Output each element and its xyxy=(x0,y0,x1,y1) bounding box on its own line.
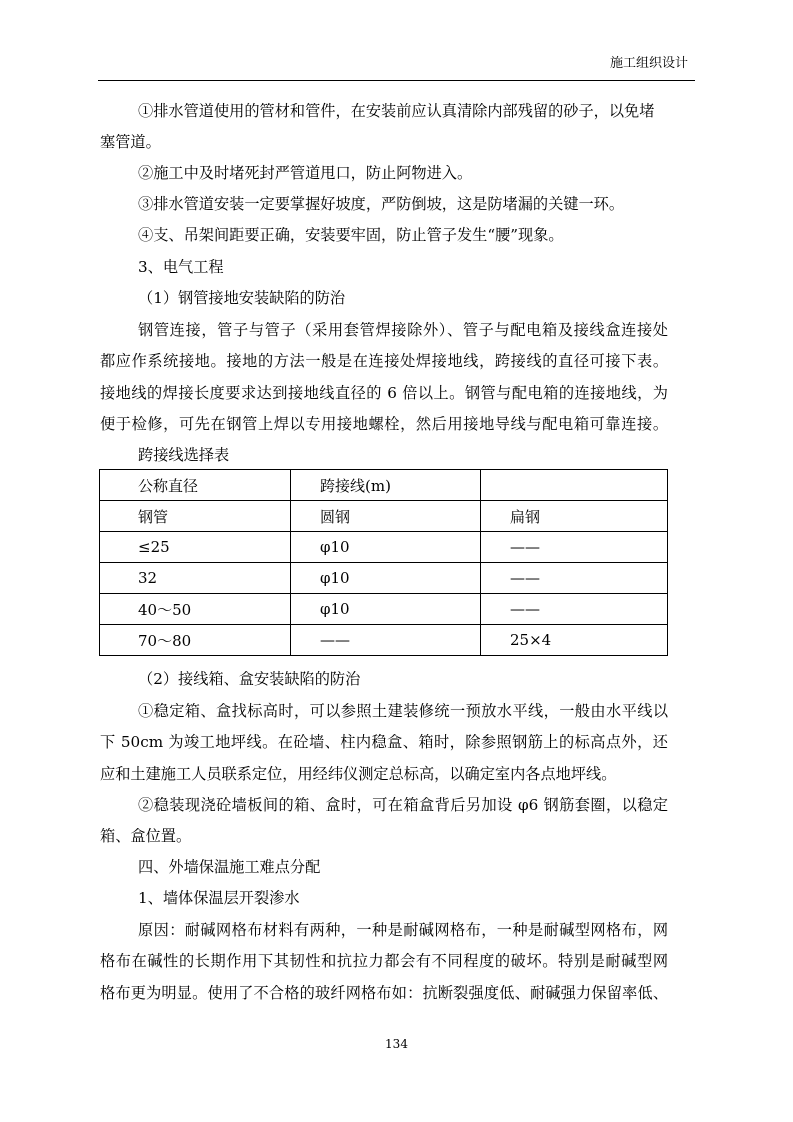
table-cell: 70～80 xyxy=(100,625,291,656)
table-row xyxy=(100,594,668,625)
running-header: 施工组织设计 xyxy=(609,56,688,71)
paragraph-drain-pipe-clean-line2: 塞管道。 xyxy=(100,133,161,151)
paragraph-box-elevation-line2: 下 50cm 为竣工地坪线。在砼墙、柱内稳盒、箱时，除参照钢筋上的标高点外，还 xyxy=(100,733,668,751)
paragraph-grounding-line1: 钢管连接，管子与管子（采用套管焊接除外）、管子与配电箱及接线盒连接处 xyxy=(138,321,668,339)
paragraph-mesh-cause-line1: 原因：耐碱网格布材料有两种，一种是耐碱网格布，一种是耐碱型网格布，网 xyxy=(138,921,668,939)
table-caption: 跨接线选择表 xyxy=(138,446,230,464)
table-cell: φ10 xyxy=(291,563,481,594)
table-cell: φ10 xyxy=(291,532,481,563)
table-row xyxy=(100,532,668,563)
table-cell: 32 xyxy=(100,563,291,594)
table-header-row xyxy=(100,470,668,501)
header-rule xyxy=(98,80,695,81)
table-cell: —— xyxy=(291,625,481,656)
table-cell: —— xyxy=(481,563,668,594)
heading-steel-pipe-grounding: （1）钢管接地安装缺陷的防治 xyxy=(138,289,346,307)
jumper-wire-table xyxy=(99,469,668,656)
table-cell: —— xyxy=(481,594,668,625)
table-cell: —— xyxy=(481,532,668,563)
table-header-cell xyxy=(481,470,668,501)
paragraph-grounding-line3: 接地线的焊接长度要求达到接地线直径的 6 倍以上。钢管与配电箱的连接地线，为 xyxy=(100,384,668,402)
table-cell: 40～50 xyxy=(100,594,291,625)
table-cell: 25×4 xyxy=(481,625,668,656)
paragraph-grounding-line4: 便于检修，可先在钢管上焊以专用接地螺栓，然后用接地导线与配电箱可靠连接。 xyxy=(100,415,668,433)
heading-insulation-cracking: 1、墙体保温层开裂渗水 xyxy=(138,889,300,907)
paragraph-grounding-line2: 都应作系统接地。接地的方法一般是在连接处焊接地线，跨接线的直径可接下表。 xyxy=(100,352,668,370)
paragraph-drain-pipe-clean-line1: ①排水管道使用的管材和管件，在安装前应认真清除内部残留的砂子，以免堵 xyxy=(138,102,655,120)
heading-external-wall-insulation: 四、外墙保温施工难点分配 xyxy=(138,858,321,876)
table-subheader-cell: 钢管 xyxy=(100,501,291,532)
table-row xyxy=(100,563,668,594)
table-cell: φ10 xyxy=(291,594,481,625)
table-subheader-cell: 扁钢 xyxy=(481,501,668,532)
paragraph-box-elevation-line1: ①稳定箱、盒找标高时，可以参照土建装修统一预放水平线，一般由水平线以 xyxy=(138,702,668,720)
heading-electrical: 3、电气工程 xyxy=(138,258,224,276)
table-subheader-cell: 圆钢 xyxy=(291,501,481,532)
paragraph-mesh-cause-line3: 格布更为明显。使用了不合格的玻纤网格布如：抗断裂强度低、耐碱强力保留率低、 xyxy=(100,984,668,1002)
table-header-cell: 公称直径 xyxy=(100,470,291,501)
table-header-cell: 跨接线(m) xyxy=(291,470,481,501)
table-subheader-row xyxy=(100,501,668,532)
paragraph-mesh-cause-line2: 格布在碱性的长期作用下其韧性和抗拉力都会有不同程度的破坏。特别是耐碱型网 xyxy=(100,952,668,970)
paragraph-box-elevation-line3: 应和土建施工人员联系定位，用经纬仪测定总标高，以确定室内各点地坪线。 xyxy=(100,765,617,783)
paragraph-box-installation-line1: ②稳装现浇砼墙板间的箱、盒时，可在箱盒背后另加设 φ6 钢筋套圈，以稳定 xyxy=(138,796,668,814)
paragraph-box-installation-line2: 箱、盒位置。 xyxy=(100,827,192,845)
page-number: 134 xyxy=(385,1037,408,1051)
table-row xyxy=(100,625,668,656)
table-cell: ≤25 xyxy=(100,532,291,563)
paragraph-pipe-slope: ③排水管道安装一定要掌握好坡度，严防倒坡，这是防堵漏的关键一环。 xyxy=(138,195,624,213)
heading-junction-box: （2）接线箱、盒安装缺陷的防治 xyxy=(138,670,361,688)
paragraph-support-spacing: ④支、吊架间距要正确，安装要牢固，防止管子发生“腰”现象。 xyxy=(138,226,564,244)
paragraph-pipe-opening: ②施工中及时堵死封严管道甩口，防止阿物进入。 xyxy=(138,164,473,182)
